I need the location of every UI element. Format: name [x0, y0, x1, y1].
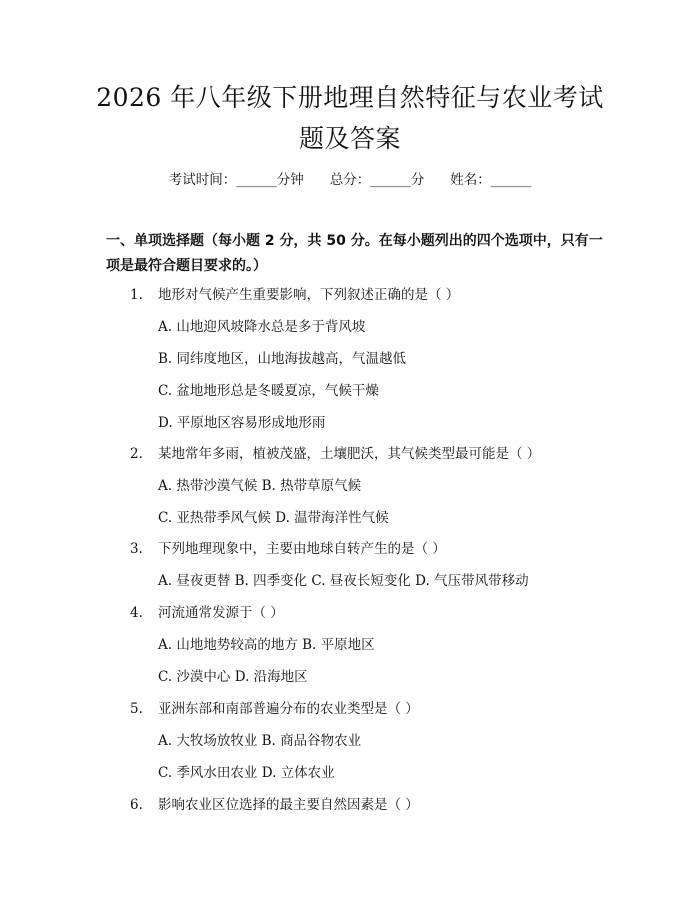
- question-4: [130, 601, 284, 621]
- question-text: 下列地理现象中，主要由地球自转产生的是（ ）: [158, 541, 446, 557]
- question-5-option-cd: C. 季风水田农业 D. 立体农业: [158, 765, 335, 781]
- exam-meta: [0, 168, 700, 188]
- exam-time-field: 考试时间：______分钟: [168, 172, 304, 188]
- question-number: 2.: [130, 446, 143, 462]
- question-number: 3.: [130, 541, 143, 557]
- question-4-option-ab: A. 山地地势较高的地方 B. 平原地区: [158, 637, 375, 653]
- question-1: [130, 283, 459, 303]
- question-1-option-b: B. 同纬度地区，山地海拔越高，气温越低: [158, 351, 407, 367]
- question-6: [130, 793, 419, 813]
- question-1-option-d: D. 平原地区容易形成地形雨: [158, 415, 326, 431]
- question-text: 影响农业区位选择的最主要自然因素是（ ）: [158, 797, 419, 813]
- question-text: 地形对气候产生重要影响，下列叙述正确的是（ ）: [158, 287, 460, 303]
- question-number: 4.: [130, 605, 143, 621]
- question-2-option-ab: A. 热带沙漠气候 B. 热带草原气候: [158, 478, 362, 494]
- question-text: 某地常年多雨，植被茂盛，土壤肥沃，其气候类型最可能是（ ）: [158, 446, 541, 462]
- question-5: [130, 697, 419, 717]
- question-3: [130, 537, 446, 557]
- question-5-option-ab: A. 大牧场放牧业 B. 商品谷物农业: [158, 733, 362, 749]
- question-text: 河流通常发源于（ ）: [158, 605, 284, 621]
- exam-title-line-2: 题及答案: [298, 124, 401, 153]
- student-name-field: 姓名：______: [450, 172, 532, 188]
- question-number: 5.: [130, 701, 143, 717]
- question-2-option-cd: C. 亚热带季风气候 D. 温带海洋性气候: [158, 510, 389, 526]
- question-1-option-a: A. 山地迎风坡降水总是多于背风坡: [158, 319, 366, 335]
- section-heading: 一、单项选择题（每小题 2 分，共 50 分。在每小题列出的四个选项中，只有一项是最符合题目要求的。）: [106, 233, 603, 274]
- exam-title-line-1: 2026 年八年级下册地理自然特征与农业考试: [96, 83, 604, 112]
- question-4-option-cd: C. 沙漠中心 D. 沿海地区: [158, 669, 308, 685]
- question-number: 1.: [130, 287, 143, 303]
- question-text: 亚洲东部和南部普遍分布的农业类型是（ ）: [158, 701, 419, 717]
- question-number: 6.: [130, 797, 143, 813]
- total-score-field: 总分：______分: [329, 172, 425, 188]
- question-3-options: A. 昼夜更替 B. 四季变化 C. 昼夜长短变化 D. 气压带风带移动: [158, 573, 529, 589]
- question-1-option-c: C. 盆地地形总是冬暖夏凉，气候干燥: [158, 383, 379, 399]
- question-2: [130, 442, 540, 462]
